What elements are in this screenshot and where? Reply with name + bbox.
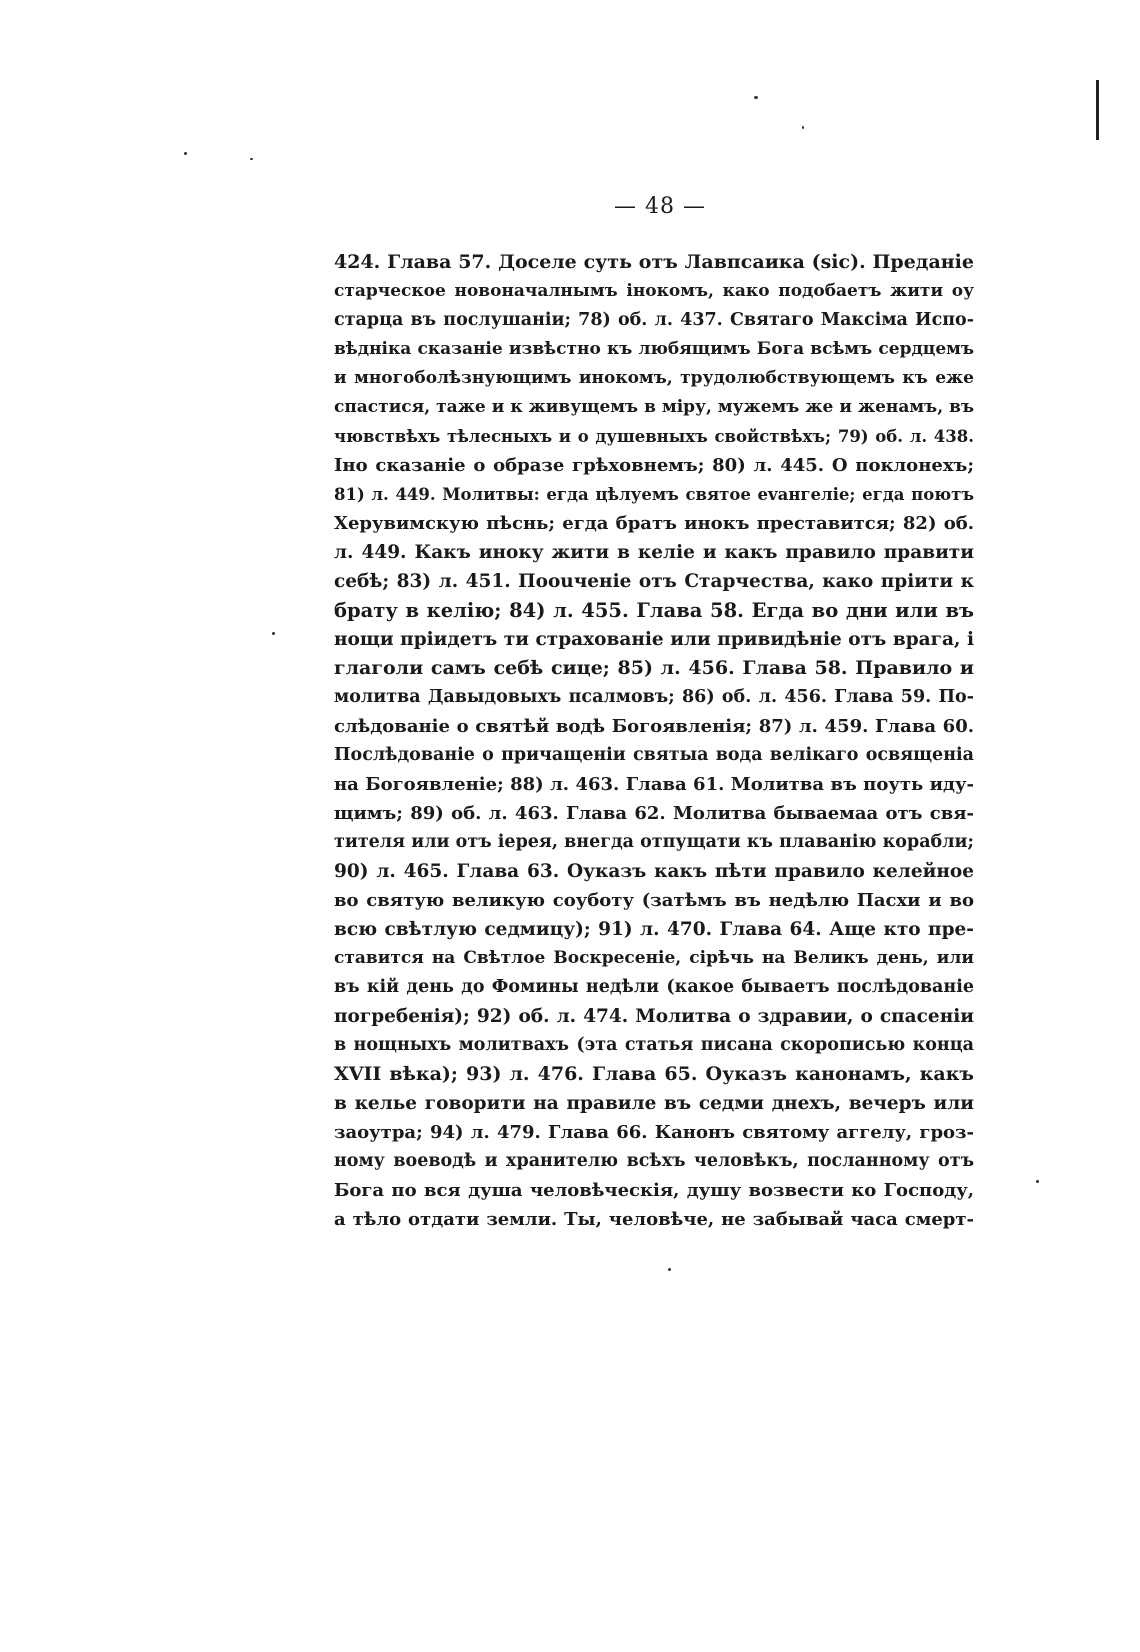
page-number: — 48 — bbox=[614, 194, 706, 219]
text-line: заоутра; 94) л. 479. Глава 66. Канонъ святому аггелу, гроз- bbox=[334, 1122, 974, 1143]
scan-speck bbox=[802, 126, 804, 129]
text-line: ставится на Свѣтлое Воскресеніе, сірѣчь на Великъ день, или bbox=[334, 948, 974, 968]
scan-speck bbox=[250, 158, 253, 160]
scan-edge-mark bbox=[1096, 80, 1099, 140]
text-line: брату в келію; 84) л. 455. Глава 58. Егда во дни или въ bbox=[334, 599, 974, 622]
text-line: в нощныхъ молитвахъ (эта статья писана скорописью конца bbox=[334, 1035, 974, 1055]
text-line: в келье говорити на правиле въ седми днехъ, вечеръ или bbox=[334, 1093, 974, 1114]
text-line: и многоболѣзнующимъ инокомъ, трудолюбствующемъ къ еже bbox=[334, 368, 974, 388]
text-line: Бога по вся душа человѣческія, душу возвести ко Господу, bbox=[334, 1180, 974, 1201]
text-line: Іно сказаніе о образе грѣховнемъ; 80) л. 445. О поклонехъ; bbox=[334, 455, 974, 476]
text-line: въ кій день до Фомины недѣли (какое бываетъ послѣдованіе bbox=[334, 977, 974, 997]
text-line: во святую великую соуботу (затѣмъ въ недѣлю Пасхи и во bbox=[334, 890, 974, 911]
text-line: л. 449. Какъ иноку жити в келіе и какъ правило правити bbox=[334, 542, 974, 563]
text-line: глаголи самъ себѣ сице; 85) л. 456. Глава 58. Правило и bbox=[334, 657, 974, 679]
scan-speck bbox=[754, 96, 758, 99]
scan-speck bbox=[668, 1268, 671, 1271]
text-line: вѣдніка сказаніе извѣстно къ любящимъ Бога всѣмъ сердцемъ bbox=[334, 339, 974, 359]
text-line: спастися, таже и к живущемъ в міру, мужемъ же и женамъ, въ bbox=[334, 397, 974, 417]
text-line: нощи пріидетъ ти страхованіе или привидѣніе отъ врага, і bbox=[334, 629, 974, 650]
text-line: погребенія); 92) об. л. 474. Молитва о здравии, о спасеніи bbox=[334, 1006, 974, 1027]
text-line: а тѣло отдати земли. Ты, человѣче, не забывай часа смерт- bbox=[334, 1209, 974, 1230]
text-line: слѣдованіе о святѣй водѣ Богоявленія; 87) л. 459. Глава 60. bbox=[334, 716, 974, 737]
text-line: щимъ; 89) об. л. 463. Глава 62. Молитва бываемаа отъ свя- bbox=[334, 803, 974, 824]
text-line: молитва Давыдовыхъ псалмовъ; 86) об. л. 456. Глава 59. По- bbox=[334, 687, 974, 707]
text-line: на Богоявленіе; 88) л. 463. Глава 61. Молитва въ поуть иду- bbox=[334, 774, 974, 795]
body-text bbox=[334, 248, 974, 1234]
text-line: чювствѣхъ тѣлесныхъ и о душевныхъ свойствѣхъ; 79) об. л. 438. bbox=[334, 427, 974, 446]
text-line: старца въ послушаніи; 78) об. л. 437. Святаго Максіма Испо- bbox=[334, 310, 974, 330]
text-line: 90) л. 465. Глава 63. Оуказъ какъ пѣти правило келейное bbox=[334, 861, 974, 882]
text-line: XVII вѣка); 93) л. 476. Глава 65. Оуказъ канонамъ, какъ bbox=[334, 1063, 974, 1085]
text-line: 424. Глава 57. Доселе суть отъ Лавпсаика (sic). Преданіе bbox=[334, 251, 974, 273]
text-line: 81) л. 449. Молитвы: егда цѣлуемъ святое еvангеліе; егда поютъ bbox=[334, 485, 974, 504]
scan-speck bbox=[184, 152, 187, 155]
scan-speck bbox=[1036, 1180, 1039, 1183]
text-line: Послѣдованіе о причащеніи святыа вода велікаго освященіа bbox=[334, 745, 974, 765]
text-line: старческое новоначалнымъ інокомъ, како подобаетъ жити оу bbox=[334, 281, 974, 301]
text-line: себѣ; 83) л. 451. Поouченіе отъ Старчества, како пріити к bbox=[334, 571, 974, 592]
text-line: Херувимскую пѣснь; егда братъ инокъ преставится; 82) об. bbox=[334, 513, 974, 534]
text-line: всю свѣтлую седмицу); 91) л. 470. Глава 64. Аще кто пре- bbox=[334, 919, 974, 940]
text-line: ному воеводѣ и хранителю всѣхъ человѣкъ, посланному отъ bbox=[334, 1151, 974, 1171]
text-line: тителя или отъ іерея, внегда отпущати къ плаванію корабли; bbox=[334, 832, 974, 852]
scan-speck bbox=[272, 632, 275, 635]
